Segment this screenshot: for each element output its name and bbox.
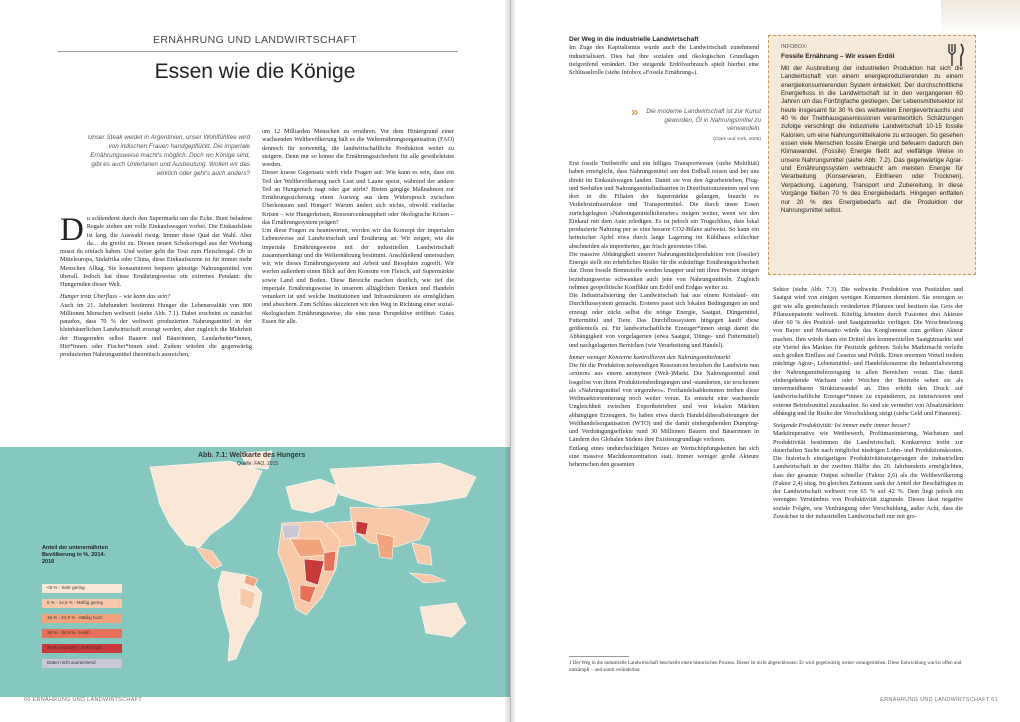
right-page: [510, 0, 1020, 722]
section-title: Der Weg in die industrielle Landwirtschaft: [569, 36, 699, 43]
paragraph: Die für die Produktion notwendigen Ressourcen beziehen die Landwirte nun »extern« aus einem anonymen (Welt-)Markt. Die Nahrungsmittel sind losgelöst von ihren Produktionsbedingungen und -standorten, sie erscheinen als »Nahrungsmittel von nirgendwo«. Freihandelsabkommen treiben diese Weltmarktorientierung noch weiter voran. Es entsteht eine wachsende Ungleichheit zwischen Exportbetrieben und von lokalen Märkten abhängigen Erzeugern. So haben etwa durch Handelsliberalisierungen der Welthandelsorganisation (WTO) und die damit einhergehenden Dumping- und Verdrängungseffekte rund 30 Millionen Bauern und Bäuerinnen in Ländern des Globalen Südens ihre Existenzgrundlage verloren.: [569, 362, 759, 444]
infobox-text: Mit der Ausbreitung der industriellen Produktion hat sich die Landwirtschaft von einem energieproduzierenden zu einem energiekonsumierenden System entwickelt. Der durchschnittliche Energiefluss in die Landwirtschaft ist in den vergangenen 60 Jahren um das Fünfzigfache gestiegen. Der Lebensmittelsektor ist heute insgesamt für 30 % des weltweiten Energieverbrauchs und 40 % der Treibhausgasemissionen verantwortlich. Schätzungen zufolge verschlingt die industrielle Landwirtschaft 10-15 fossile Kalorien, um eine Nahrungsmittelkalorie zu erzeugen. So gesehen essen viele Menschen fossile Energie und befeuern dadurch den Klimawandel. (Fossile) Energie fließt auf vielfältige Weise in unsere Nahrungsmittel (siehe Abb. 7.2). Das gegenwärtige Agrar- und Ernährungssystem verbraucht am meisten Energie für Verarbeitung (Konservieren, Einfrieren oder Trocknen), Verpackung, Lagerung, Transport und Zubereitung. In diese Vorgänge fließen 70 % des Energiebedarfs. Hingegen entfallen nur 20 % des Energiebedarfs auf die Produktion der Nahrungsmittel selbst.: [781, 65, 963, 214]
map-title: Abb. 7.1: Weltkarte des Hungers: [198, 452, 306, 459]
paragraph: Die massive Abhängigkeit unserer Nahrungsmittelproduktion von (fossiler) Energie stellt ein erhebliches Risiko für die zukünftige Ernährungssicherheit dar. Denn fossile Brennstoffe werden knapper und mit ihren Preisen steigen beziehungsweise schwanken auch jene von Nahrungsmitteln. Zugleich nehmen geopolitische Konflikte um Erdöl und Erdgas weiter zu.: [569, 250, 759, 291]
left-column-2: [262, 128, 454, 326]
paragraph: Im Zuge des Kapitalismus wurde auch die Landwirtschaft zunehmend industrialisiert. Dies hat ihre sozialen und ökologischen Grundlagen tiefgreifend verändert. Der steigende Erdölverbrauch spielt hierbei eine Schlüsselrolle (siehe Infobox »Fossile Ernährung«).: [569, 44, 759, 76]
legend-item: 25 % - 34,9 % - Hoch: [42, 629, 122, 638]
cutlery-icon: [945, 42, 967, 68]
page-folio-right: ERNÄHRUNG UND LANDWIRTSCHAFT 61: [880, 697, 998, 703]
header-divider: [58, 51, 458, 52]
paragraph: Entlang eines undurchsichtigen Netzes an Wertschöpfungsketten hat sich eine massive Machtkonzentration statt. Immer weniger große Akteure beherrschen den gesamten: [569, 444, 759, 468]
subheading: Hunger trotz Überfluss – wie kann das sein?: [60, 293, 171, 301]
page-folio-left: 60 ERNÄHRUNG UND LANDWIRTSCHAFT: [24, 697, 142, 703]
paragraph: um 12 Milliarden Menschen zu ernähren. Vor dem Hintergrund einer wachsenden Weltbevölkerung hält es die Welternährungsorganisation (FAO) dennoch für notwendig, die landwirtschaftliche Produktion weiter zu steigern. Denn nur so könne die Ernährungssicherheit für alle gewährleistet werden.: [262, 128, 454, 168]
legend-item: Daten nicht ausreichend: [42, 659, 122, 668]
legend-item: 35 % und mehr - Sehr hoch: [42, 644, 122, 653]
infobox-title: Fossile Ernährung – Wir essen Erdöl: [781, 53, 895, 60]
infobox: [768, 35, 976, 275]
paragraph: Auch im 21. Jahrhundert bestimmt Hunger die Lebensrealität von 800 Millionen Menschen weltweit (siehe Abb. 7.1). Dabei erscheint es zunächst paradox, dass 70 % der weltweit produzierten Nahrungsmittel in der kleinbäuerlichen Landwirtschaft erzeugt werden, aber zugleich die Mehrheit der Hungernden selbst Bauern und Bäuerinnen, Landarbeiter*innen, Hirt*innen oder Fischer*innen sind. Zudem würden die gegenwärtig produzierten Nahrungsmittel theoretisch ausreichen,: [60, 301, 252, 358]
legend-title: Anteil der unterernährten Bevölkerung in %, 2014-2016: [42, 545, 109, 565]
paragraph: u schlenderst durch den Supermarkt um die Ecke. Bunt beladene Regale ziehen um volle Einkaufswagen vorbei. Die Einkaufsliste ist lang, die Auswahl riesig. Immer diese Qual der Wahl. Aber da… du greifst zu. Diesen neuen Schokoriegel aus der Werbung musst du einfach haben. Und weiter geht die Tour zum Fleischregal. Ob in Mitteleuropa, Südafrika oder China, diese Einkaufsszene ist für immer mehr Menschen Alltag. Sie konsumieren bequem günstige Nahrungsmittel von überall. Jedoch hat diese Ernährungsweise ein extremes Pendant: die Hungernden dieser Welt.: [60, 215, 252, 288]
footnote-divider: [569, 656, 629, 657]
legend-item: 15 % - 24,9 % - Mäßig hoch: [42, 614, 122, 623]
map-source: Quelle: FAO, 2015: [237, 461, 279, 467]
page-title: Essen wie die Könige: [154, 60, 356, 83]
left-column-1: [60, 212, 252, 359]
quote-source: (Clark und York, 2006): [713, 136, 761, 142]
right-column-2: [773, 286, 963, 521]
gutter-shadow: [505, 0, 515, 722]
paragraph: Die Industrialisierung der Landwirtschaft hat aus einem Kreislauf- ein Durchflusssystem gemacht. Ersteres passt sich lokalen Bedingungen an und erzeugt oder zückt selbst die nötige Energie, Saatgut, Düngemittel, Futtermittel und Tiere. Das Durchflusssystem hingegen kauft diese größtenteils zu. Für landwirtschaftliche Erzeuger*innen steigt damit die Abhängigkeit von vorgelagerten (etwa Saatgut, Dünge- und Futtermittel) und nachgelagerten Bereichen (wie Verarbeitung und Handel).: [569, 292, 759, 349]
paragraph: Erst fossile Treibstoffe und ein billiges Transportwesen (siehe Mobilität) haben ermöglicht, dass Nahrungsmittel um den Erdball reisen und bei uns direkt im Einkaufswagen landen. Damit sie von den Agrarbetrieben, Flug- und Seehäfen und Nahrungsmittelindustrien in Distributionszentren und von dort in die Filialen der Supermärkte gelangen, braucht es Verkehrsinfrastruktur und Transportmittel. Die durch unser Essen zurückgelegten »Nahrungsmittelkilometer« steigen weiter, wenn wir den Einkauf mit dem Auto erledigen. Es ist jedoch ein Trugschluss, dass lokal produzierte Nahrung per se eine bessere CO2-Bilanz aufweist. So kann ein heimischer Apfel etwa durch lange Lagerung im Kühlhaus schlechter abschneiden als importiertes, gar frisch geerntetes Obst.: [569, 160, 759, 250]
subheading: Immer weniger Konzerne kontrollieren den Nahrungsmittelmarkt: [569, 353, 731, 361]
subheading: Steigende Produktivität: Ist immer mehr immer besser?: [773, 422, 911, 429]
paragraph: Sektor (siehe Abb. 7.3). Die weltweite Produktion von Pestiziden und Saatgut wird von einigen wenigen Konzernen dominiert. Sie erzeugen so gut wie alle gentechnisch veränderten Pflanzen und besitzen das Gros der Pflanzenpatente weltweit. Künftig könnten durch Fusionen drei Akteure über 60 % des Pestizid- und Saatgutmarkts verfügen. Die Verschmelzung von Bayer und Monsanto würde das Konglomerat zum größten Akteur machen. Ihm würde dann ein Drittel des kommerziellen Saatgutmarkts und ein Viertel des Marktes für Pestizide gehören. Solche Marktmacht verleiht auch großen Einfluss auf Gesetze und Politik. Einen enormen Vorteil treiben mächtige Agrar-, Lebensmittel- und Handelskonzerne die Industrialisierung der Nahrungsmittelerzeugung in allen Bereichen voran. Das damit einhergehende Wachsen oder Weichen der Betriebe sehen sie als unvermeidbaren Strukturwandel an. Dies erhöht den Druck auf landwirtschaftliche Erzeuger*innen zu expandieren, zu intensivieren und externe Betriebsmittel zuzukaufen. So sind sie vermehrt von Absatzmärkten abhängig und ihr Risiko der Verschuldung steigt (siehe Geld und Finanzen).: [773, 286, 963, 417]
corner-decoration: [941, 0, 1020, 34]
lead-text: Unser Steak weidet in Argentinien, unser Wohlfühltee wird von indischen Frauen handgepflückt. Die imperiale Ernährungsweise macht's möglich. Doch wo Könige sind, gibt es auch Untertanen und Ausbeutung. Wollen wir das wirklich oder geht's auch anders?: [87, 134, 250, 177]
quote-text: Die moderne Landwirtschaft ist zur Kunst geworden, Öl in Nahrungsmittel zu verwandeln.: [646, 108, 761, 132]
paragraph: Marktimperative wie Wettbewerb, Profitmaximierung, Wachstum und Produktivität bestimmen die Landwirtschaft. Konkurrenz treibt zur dauerhaften Suche nach möglichst niedrigen Lohn- und Produktionskosten. Die historisch einzigartigen Produktivitätssteigerungen der industriellen Landwirtschaft in der zweiten Hälfte des 20. Jahrhunderts ermöglichten, dass der gesamte Output schneller (Faktor 2,6) als die Weltbevölkerung (Faktor 2,4) stieg. Im gleichen Zeitraum sank der Anteil der Beschäftigten in der Landwirtschaft weltweit von 65 % auf 42 %. Dem liegt jedoch ein verengtes Verständnis von Produktivität zugrunde. Dieses lässt negative soziale Folgen, wie Verdrängung oder Verschuldung, außer Acht, dass die Zuwächse in der industriellen Landwirtschaft nur mit gro-: [773, 430, 963, 520]
map-legend: [42, 584, 122, 674]
footnote: 1 Der Weg in die industrielle Landwirtschaft beschreibt einen historischen Prozess. Dieser ist nicht abgeschlossen: Er wird gegenwärtig weiter vorangetrieben. Diese Entwicklung war/ist offen und umkämpft – und somit veränderbar.: [569, 661, 962, 673]
infobox-tag: INFOBOX:: [781, 44, 808, 50]
legend-item: 5 % - 14,9 % - Mäßig gering: [42, 599, 122, 608]
right-column-1: [569, 160, 759, 469]
pull-quote: [641, 108, 761, 144]
drop-cap: D: [60, 212, 84, 248]
quote-mark-icon: »: [631, 104, 639, 119]
legend-item: <5 % - Sehr gering: [42, 584, 122, 593]
right-column-1-top: [569, 36, 759, 77]
paragraph: Um diese Fragen zu beantworten, werden wir das Konzept der imperialen Lebensweise auf Landwirtschaft und Ernährung an. Wir zeigen, wie die imperiale Ernährungsweise mit der industriellen Landwirtschaft zusammenhängt und die Welternährung bestimmt. Anschließend untersuchen wir, wie dieses Ernährungssystem auf Arbeit und Biosphäre zugreift. Wir werfen außerdem einen Blick auf den Konsum von Fleisch, auf Supermärkte sowie Land und Boden. Diese Bereiche machen deutlich, wie tief die imperiale Ernährungsweise in unserem alltäglichen Denken und Handeln verankert ist und welche Institutionen und Infrastrukturen sie ermöglichen und absichern. Zum Schluss skizzieren wir den Weg in Richtung einer sozial-ökologischen Ernährungsweise, die eine neue Perspektive eröffnet: Gutes Essen für alle.: [262, 227, 454, 325]
paragraph: Dieser krasse Gegensatz wirft viele Fragen auf: Wie kann es sein, dass ein Teil der Weltbevölkerung nach Lust und Laune speist, während der andere Teil an Hungertuch nagt oder gar stirbt? Bieten gängige Maßnahmen zur Ernährungssicherung einen Ausweg aus dem Widerspruch zwischen Überkonsum und Hunger? Warum ändert sich nichts, obwohl vielfache Krisen – wie Hungerkrisen, Ressourcenknappheit oder ökologische Krisen – das Ernährungssystem prägen?: [262, 169, 454, 226]
section-header: ERNÄHRUNG UND LANDWIRTSCHAFT: [152, 34, 358, 46]
